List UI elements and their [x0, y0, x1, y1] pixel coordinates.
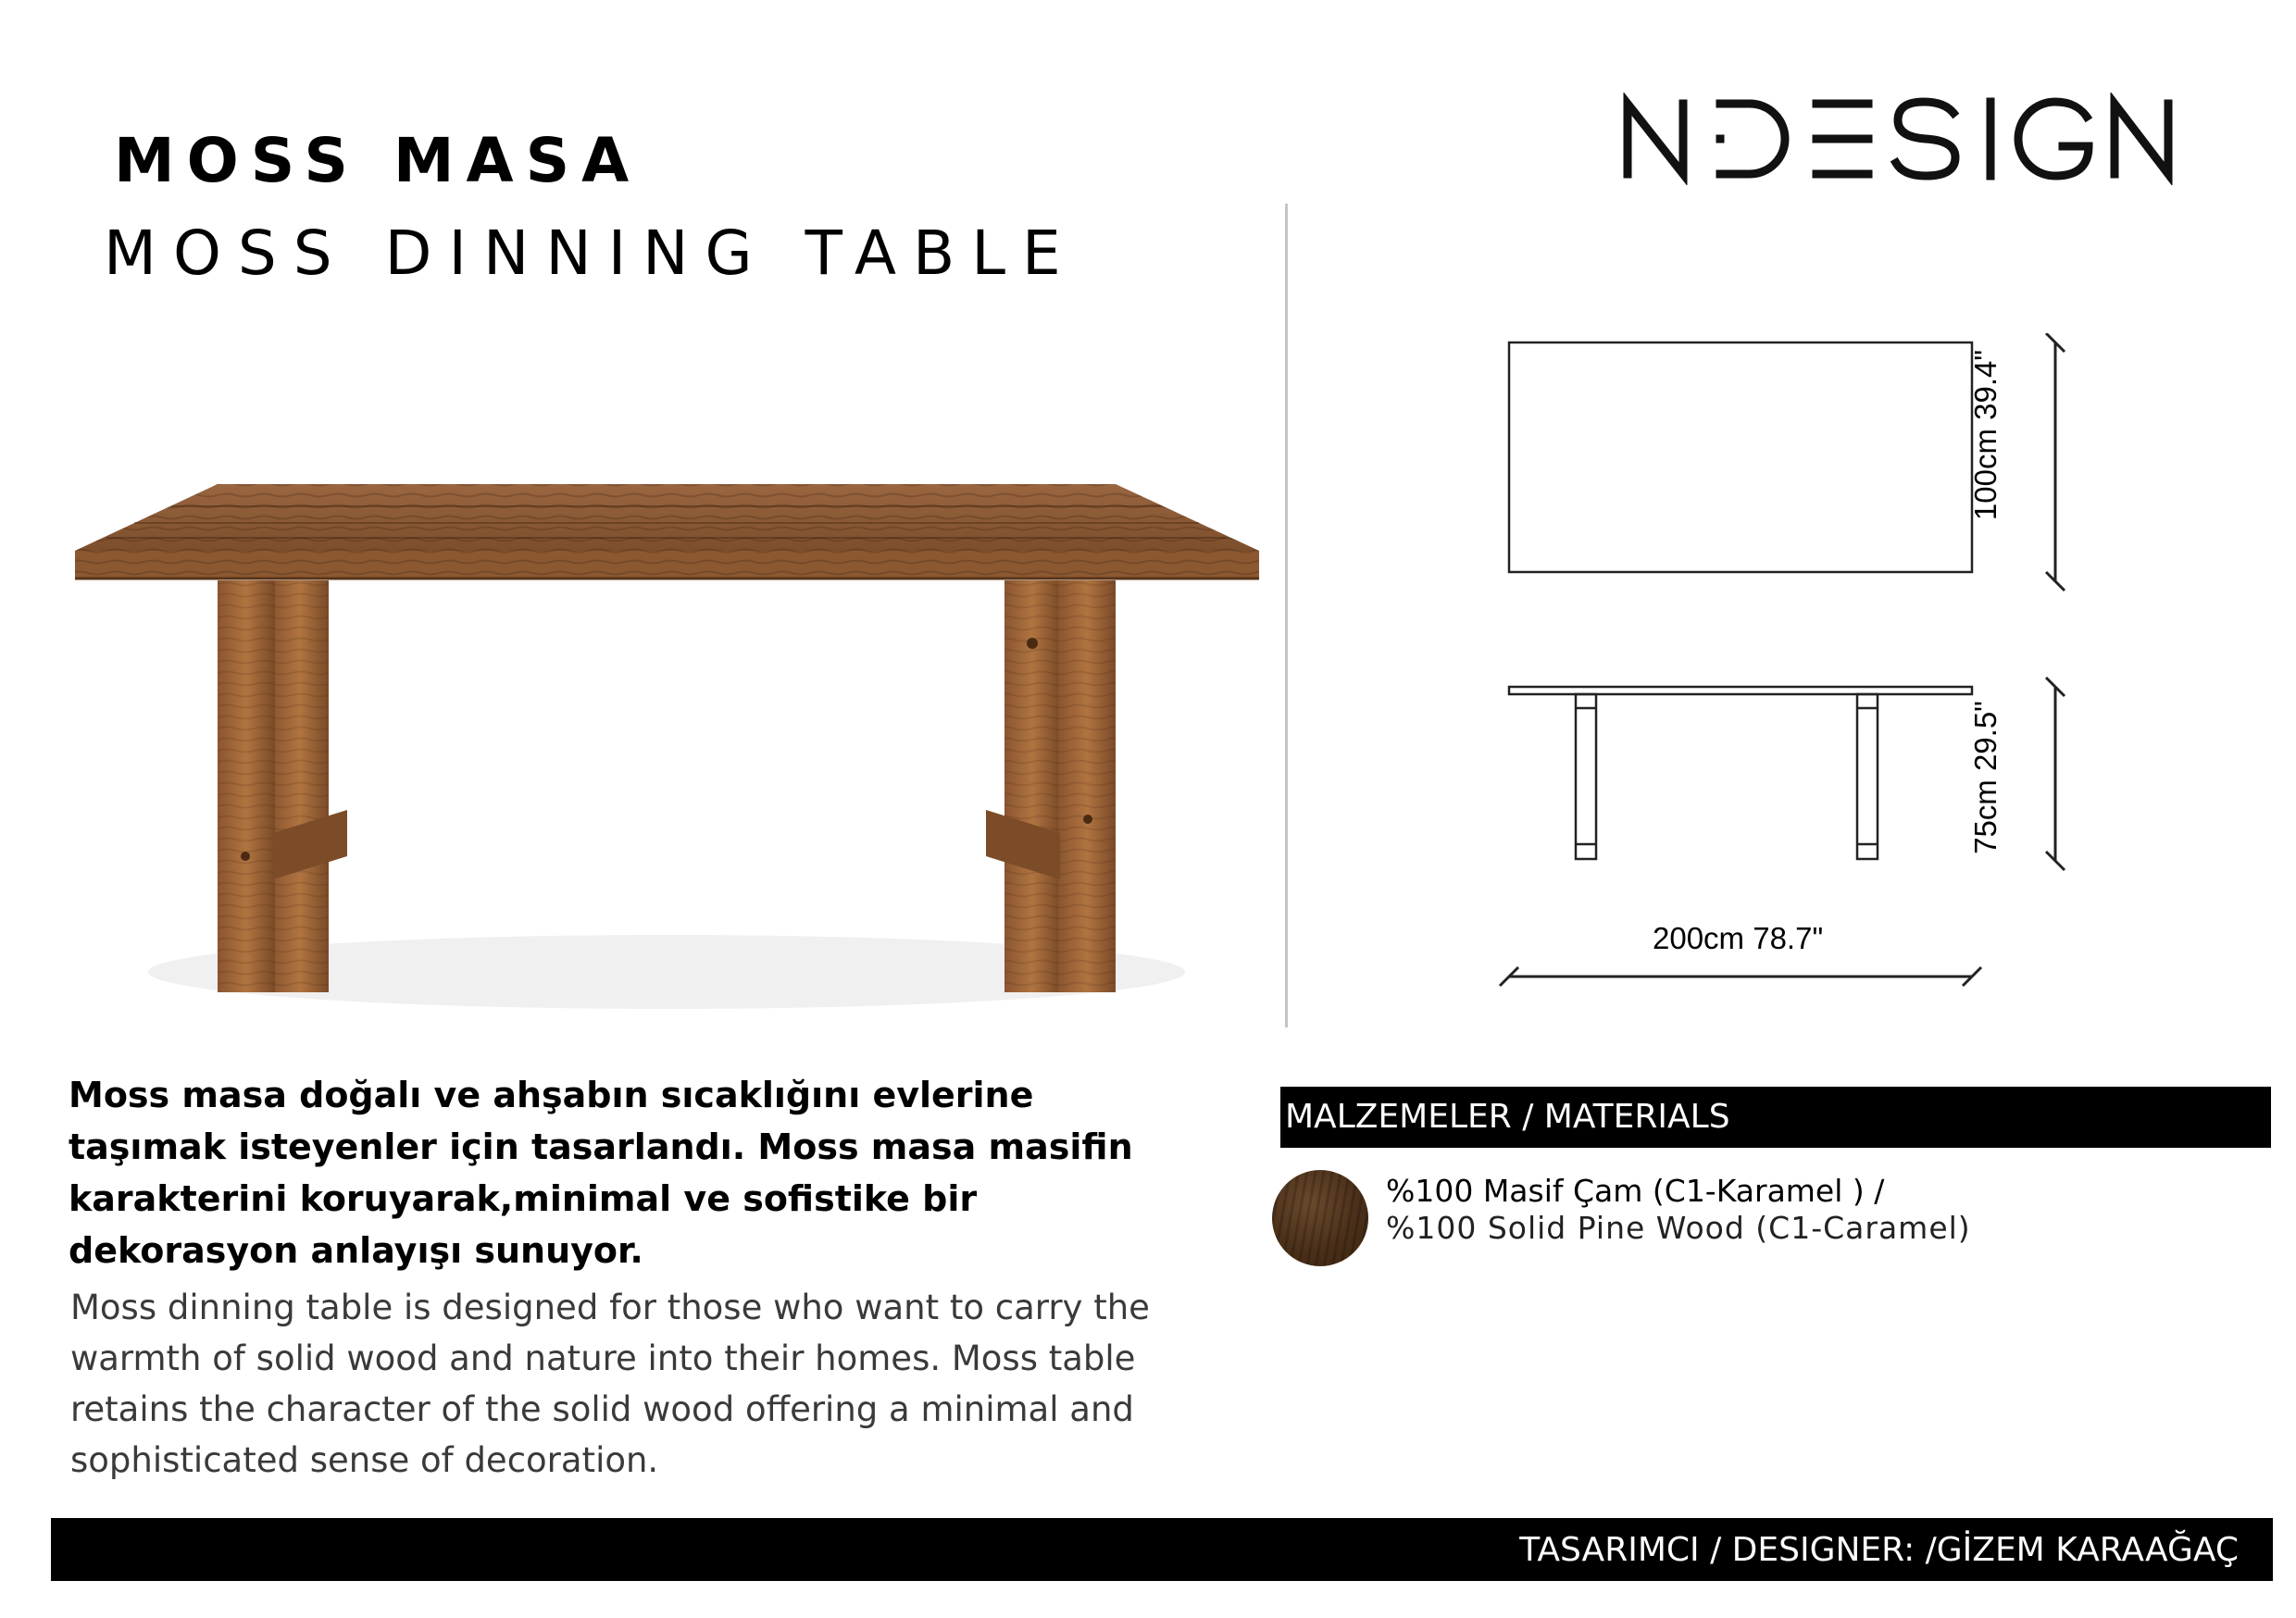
description-en: Moss dinning table is designed for those who want to carry the warmth of solid wood and nature into their homes. Moss table retains the character of the solid wood offering a minimal and sophisticated sense of decoration. [70, 1288, 1150, 1480]
designer-credit: TASARIMCI / DESIGNER: /GİZEM KARAAĞAÇ [1519, 1531, 2239, 1569]
product-title-tr: MOSS MASA [114, 125, 642, 196]
depth-dimension-label: 100cm 39.4" [1968, 349, 2003, 521]
product-title-en: MOSS DINNING TABLE [104, 218, 1078, 289]
height-dimension-label: 75cm 29.5" [1968, 701, 2003, 854]
vertical-divider [1285, 204, 1288, 1027]
width-dimension-label: 200cm 78.7" [1653, 921, 1824, 955]
ndesign-logo-icon [1620, 93, 2176, 185]
materials-heading: MALZEMELER / MATERIALS [1285, 1098, 1730, 1136]
material-line-tr: %100 Masif Çam (C1-Karamel ) / [1386, 1173, 1885, 1209]
material-swatch [1272, 1170, 1368, 1266]
brand-logo [1620, 93, 2176, 185]
material-line-en: %100 Solid Pine Wood (C1-Caramel) [1386, 1210, 1971, 1246]
description-tr: Moss masa doğalı ve ahşabın sıcaklığını evlerine taşımak isteyenler için tasarlandı. Moss masa masifin karakterini koruyarak,minimal ve sofistike bir dekorasyon anlayışı sunuyor. [69, 1075, 1133, 1271]
product-image [69, 467, 1264, 1023]
top-view-outline [1509, 342, 1972, 572]
